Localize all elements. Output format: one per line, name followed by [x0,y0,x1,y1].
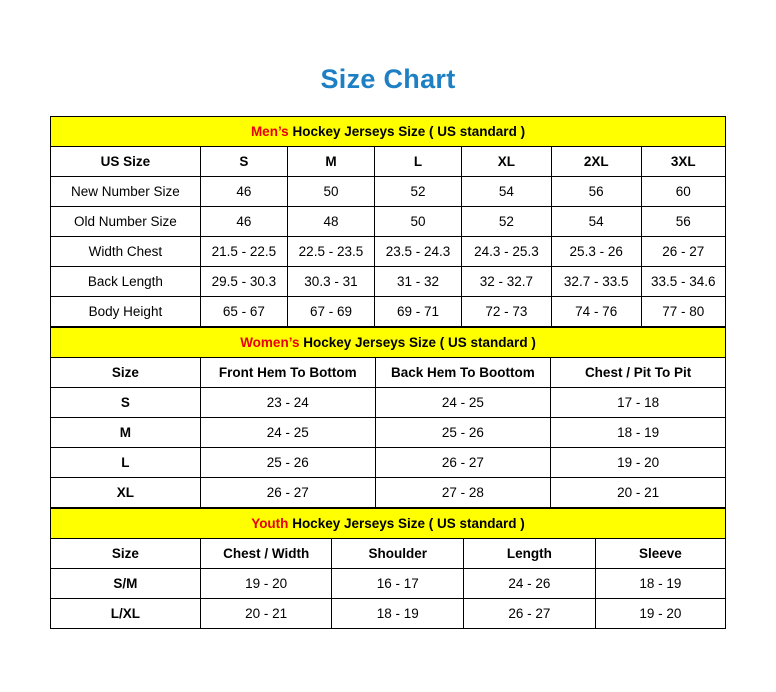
mens-cell: 77 - 80 [641,297,725,327]
mens-cell: 72 - 73 [462,297,552,327]
table-row [51,478,726,508]
table-row [51,297,726,327]
mens-row-label: Back Length [51,267,201,297]
mens-band-rest: Hockey Jerseys Size ( US standard ) [288,123,526,139]
womens-cell: 26 - 27 [375,448,551,478]
table-header-row [51,147,726,177]
womens-cell: 24 - 25 [375,388,551,418]
mens-band-accent: Men’s [250,123,289,139]
youth-header-cell: Chest / Width [200,539,332,569]
womens-band-accent: Women’s [240,334,300,350]
mens-cell: 33.5 - 34.6 [641,267,725,297]
womens-cell: 17 - 18 [551,388,726,418]
womens-header-cell: Size [51,358,201,388]
mens-header-cell: M [287,147,374,177]
mens-row-label: Body Height [51,297,201,327]
mens-cell: 22.5 - 23.5 [287,237,374,267]
mens-cell: 30.3 - 31 [287,267,374,297]
womens-header-cell: Chest / Pit To Pit [551,358,726,388]
youth-cell: 20 - 21 [200,599,332,629]
mens-cell: 31 - 32 [374,267,461,297]
youth-size-table [50,508,726,629]
mens-cell: 52 [462,207,552,237]
mens-header-cell: US Size [51,147,201,177]
womens-cell: 27 - 28 [375,478,551,508]
womens-band-rest: Hockey Jerseys Size ( US standard ) [299,334,536,350]
mens-cell: 60 [641,177,725,207]
mens-header-cell: S [200,147,287,177]
youth-row-label: L/XL [51,599,201,629]
youth-row-label: S/M [51,569,201,599]
table-row [51,569,726,599]
youth-header-cell: Sleeve [595,539,725,569]
mens-cell: 46 [200,207,287,237]
mens-cell: 65 - 67 [200,297,287,327]
table-row [51,388,726,418]
womens-header-cell: Back Hem To Boottom [375,358,551,388]
youth-header-cell: Shoulder [332,539,464,569]
mens-band-cell [51,117,726,147]
mens-cell: 74 - 76 [551,297,641,327]
table-band-row [51,117,726,147]
youth-band-rest: Hockey Jerseys Size ( US standard ) [288,515,525,531]
mens-cell: 24.3 - 25.3 [462,237,552,267]
womens-cell: 19 - 20 [551,448,726,478]
mens-cell: 32 - 32.7 [462,267,552,297]
table-row [51,599,726,629]
womens-row-label: L [51,448,201,478]
size-chart-tables [50,116,726,629]
youth-band-cell [51,509,726,539]
youth-header-cell: Size [51,539,201,569]
youth-cell: 26 - 27 [464,599,596,629]
youth-cell: 19 - 20 [595,599,725,629]
womens-cell: 24 - 25 [200,418,375,448]
mens-header-cell: XL [462,147,552,177]
mens-cell: 69 - 71 [374,297,461,327]
womens-size-table [50,327,726,508]
mens-row-label: New Number Size [51,177,201,207]
youth-cell: 16 - 17 [332,569,464,599]
womens-band-cell [51,328,726,358]
mens-row-label: Width Chest [51,237,201,267]
mens-cell: 50 [374,207,461,237]
womens-row-label: XL [51,478,201,508]
mens-cell: 50 [287,177,374,207]
womens-cell: 20 - 21 [551,478,726,508]
mens-cell: 21.5 - 22.5 [200,237,287,267]
mens-cell: 26 - 27 [641,237,725,267]
youth-cell: 18 - 19 [595,569,725,599]
youth-cell: 18 - 19 [332,599,464,629]
table-header-row [51,539,726,569]
table-row [51,177,726,207]
table-row [51,207,726,237]
mens-cell: 67 - 69 [287,297,374,327]
mens-cell: 29.5 - 30.3 [200,267,287,297]
youth-band-accent: Youth [251,515,289,531]
womens-header-cell: Front Hem To Bottom [200,358,375,388]
table-row [51,448,726,478]
table-row [51,237,726,267]
table-band-row [51,328,726,358]
table-band-row [51,509,726,539]
mens-cell: 23.5 - 24.3 [374,237,461,267]
youth-header-cell: Length [464,539,596,569]
womens-row-label: M [51,418,201,448]
mens-size-table [50,116,726,327]
mens-cell: 32.7 - 33.5 [551,267,641,297]
mens-cell: 56 [641,207,725,237]
mens-cell: 54 [551,207,641,237]
mens-header-cell: L [374,147,461,177]
table-row [51,267,726,297]
table-row [51,418,726,448]
womens-cell: 25 - 26 [375,418,551,448]
table-header-row [51,358,726,388]
mens-cell: 56 [551,177,641,207]
mens-header-cell: 3XL [641,147,725,177]
mens-cell: 48 [287,207,374,237]
mens-row-label: Old Number Size [51,207,201,237]
womens-cell: 25 - 26 [200,448,375,478]
mens-cell: 46 [200,177,287,207]
page-title: Size Chart [320,64,456,94]
mens-header-cell: 2XL [551,147,641,177]
womens-cell: 18 - 19 [551,418,726,448]
womens-cell: 23 - 24 [200,388,375,418]
mens-cell: 52 [374,177,461,207]
youth-cell: 19 - 20 [200,569,332,599]
mens-cell: 54 [462,177,552,207]
womens-row-label: S [51,388,201,418]
womens-cell: 26 - 27 [200,478,375,508]
mens-cell: 25.3 - 26 [551,237,641,267]
youth-cell: 24 - 26 [464,569,596,599]
